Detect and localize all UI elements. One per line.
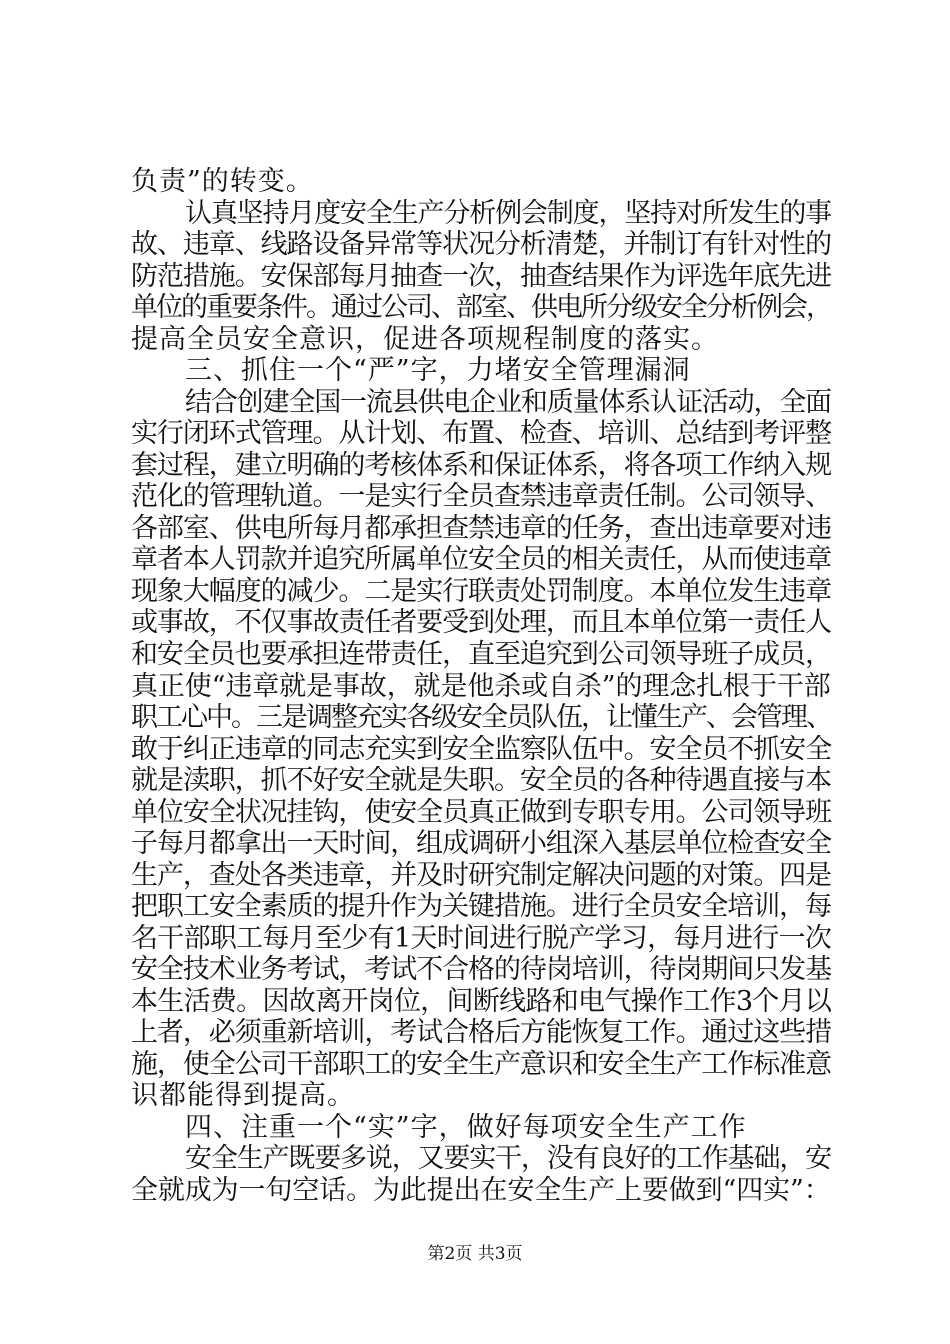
body-line: 单位的重要条件。通过公司、部室、供电所分级安全分析例会， — [131, 292, 831, 324]
body-line: 章者本人罚款并追究所属单位安全员的相关责任，从而使违章 — [131, 544, 831, 576]
body-line: 安全技术业务考试，考试不合格的待岗培训，待岗期间只发基 — [131, 954, 831, 986]
body-line: 上者，必须重新培训，考试合格后方能恢复工作。通过这些措 — [131, 1017, 831, 1049]
body-line: 子每月都拿出一天时间，组成调研小组深入基层单位检查安全 — [131, 828, 831, 860]
paragraph-start-line: 认真坚持月度安全生产分析例会制度，坚持对所发生的事 — [185, 197, 831, 229]
body-line: 现象大幅度的减少。二是实行联责处罚制度。本单位发生违章 — [131, 575, 831, 607]
section-heading-4: 四、注重一个“实”字，做好每项安全生产工作 — [185, 1111, 747, 1143]
body-line: 各部室、供电所每月都承担查禁违章的任务，查出违章要对违 — [131, 512, 831, 544]
body-line: 故、违章、线路设备异常等状况分析清楚，并制订有针对性的 — [131, 229, 831, 261]
body-line: 职工心中。三是调整充实各级安全员队伍，让懂生产、会管理、 — [131, 702, 831, 734]
body-line: 就是渎职，抓不好安全就是失职。安全员的各种待遇直接与本 — [131, 765, 831, 797]
body-line: 识都能得到提高。 — [131, 1080, 355, 1112]
body-line: 或事故，不仅事故责任者要受到处理，而且本单位第一责任人 — [131, 607, 831, 639]
body-line: 实行闭环式管理。从计划、布置、检查、培训、总结到考评整 — [131, 418, 831, 450]
body-line: 防范措施。安保部每月抽查一次，抽查结果作为评选年底先进 — [131, 260, 831, 292]
body-line: 把职工安全素质的提升作为关键措施。进行全员安全培训，每 — [131, 891, 831, 923]
paragraph-start-line: 结合创建全国一流县供电企业和质量体系认证活动，全面 — [185, 386, 831, 418]
body-line: 套过程，建立明确的考核体系和保证体系，将各项工作纳入规 — [131, 449, 831, 481]
page-number-footer: 第2页 共3页 — [427, 1244, 523, 1264]
body-line: 单位安全状况挂钩，使安全员真正做到专职专用。公司领导班 — [131, 796, 831, 828]
body-line: 施，使全公司干部职工的安全生产意识和安全生产工作标准意 — [131, 1048, 831, 1080]
section-heading-3: 三、抓住一个“严”字，力堵安全管理漏洞 — [185, 355, 691, 387]
body-line: 负责”的转变。 — [131, 166, 314, 197]
body-line: 范化的管理轨道。一是实行全员查禁违章责任制。公司领导、 — [131, 481, 831, 513]
body-line: 生产，查处各类违章，并及时研究制定解决问题的对策。四是 — [131, 859, 831, 891]
body-line: 本生活费。因故离开岗位，间断线路和电气操作工作3个月以 — [131, 985, 832, 1017]
body-line: 全就成为一句空话。为此提出在安全生产上要做到“四实”： — [131, 1175, 831, 1206]
body-line: 名干部职工每月至少有1天时间进行脱产学习，每月进行一次 — [131, 922, 832, 954]
body-line: 敢于纠正违章的同志充实到安全监察队伍中。安全员不抓安全 — [131, 733, 831, 765]
body-line: 安全生产既要多说，又要实干，没有良好的工作基础，安 — [185, 1143, 831, 1175]
body-line: 提高全员安全意识，促进各项规程制度的落实。 — [131, 323, 719, 355]
body-line: 真正使“违章就是事故，就是他杀或自杀”的理念扎根于干部 — [131, 670, 831, 702]
body-line: 和安全员也要承担连带责任，直至追究到公司领导班子成员， — [131, 638, 831, 670]
